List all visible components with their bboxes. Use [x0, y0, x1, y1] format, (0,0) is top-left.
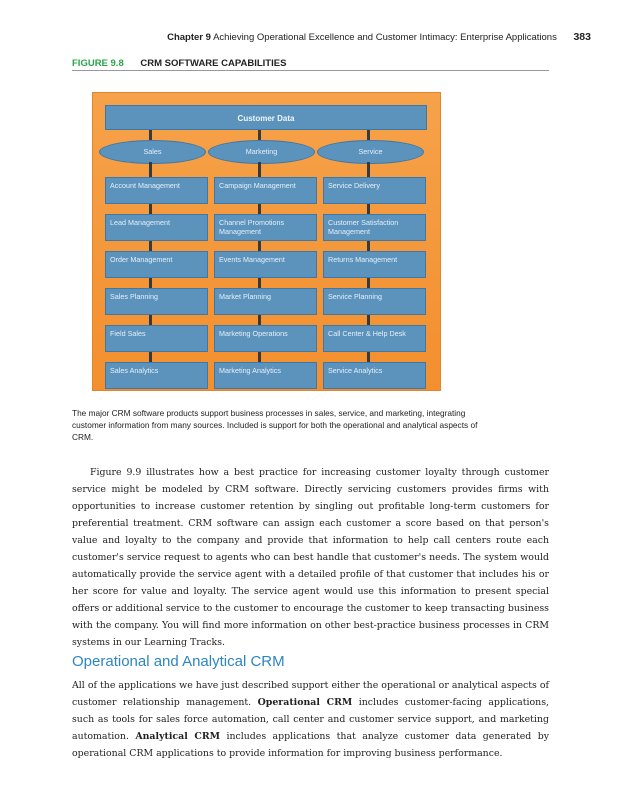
channel-promotions-management: Channel Promotions Management — [214, 214, 317, 241]
sales-lead-management: Lead Management — [105, 214, 208, 241]
figure-number: FIGURE 9.8 — [72, 58, 124, 69]
figure-caption: The major CRM software products support business processes in sales, service, and marketing, integrating customer information from many sources. Included is support for both the operational and analytical aspects of CRM. — [72, 408, 478, 442]
service-delivery: Service Delivery — [323, 177, 426, 204]
running-header — [0, 31, 591, 43]
connector — [258, 130, 261, 140]
sales-planning: Sales Planning — [105, 288, 208, 315]
returns-management: Returns Management — [323, 251, 426, 278]
connector — [258, 315, 261, 325]
call-center-help-desk: Call Center & Help Desk — [323, 325, 426, 352]
body-paragraph: Figure 9.9 illustrates how a best practice for increasing customer loyalty through customer service might be modeled by CRM software. Directly servicing customers provides firms with opportunities to increase customer retention by singling out profitable long-term customers for preferential treatment. CRM software can assign each customer a score based on that person's value and loyalty to the company and provide that information to help call centers route each customer's service request to agents who can best handle that customer's needs. The system would automatically provide the service agent with a detailed profile of that customer that includes his or her score for value and loyalty. The service agent would use this information to present special offers or additional service to the customer to encourage the customer to keep transacting business with the company. You will find more information on other best-practice business processes in CRM systems in our Learning Tracks. — [72, 467, 549, 648]
sales-order-management: Order Management — [105, 251, 208, 278]
connector — [149, 278, 152, 288]
connector — [149, 352, 152, 362]
section-heading: Operational and Analytical CRM — [72, 653, 285, 670]
paragraph-text: All of the applications we have just described support either the operational or analytical aspects of customer relationship management. — [72, 680, 549, 708]
crm-diagram — [92, 92, 441, 391]
sales-analytics: Sales Analytics — [105, 362, 208, 389]
column-marketing: Marketing — [208, 140, 315, 164]
connector — [258, 352, 261, 362]
campaign-management: Campaign Management — [214, 177, 317, 204]
chapter-label: Chapter 9 — [167, 32, 211, 43]
service-planning: Service Planning — [323, 288, 426, 315]
connector — [367, 315, 370, 325]
market-planning: Market Planning — [214, 288, 317, 315]
connector — [367, 204, 370, 214]
body-paragraph — [72, 677, 549, 762]
field-sales: Field Sales — [105, 325, 208, 352]
marketing-operations: Marketing Operations — [214, 325, 317, 352]
figure-title: CRM SOFTWARE CAPABILITIES — [140, 58, 287, 69]
column-service: Service — [317, 140, 424, 164]
customer-data-box: Customer Data — [105, 105, 427, 130]
key-term: Operational CRM — [257, 697, 353, 708]
connector — [149, 241, 152, 251]
connector — [367, 162, 370, 177]
column-sales: Sales — [99, 140, 206, 164]
connector — [258, 162, 261, 177]
paragraph-text: includes applications that analyze customer data generated by operational CRM applications to provide information for improving business performance. — [72, 731, 549, 759]
connector — [367, 278, 370, 288]
figure-label — [72, 58, 286, 69]
figure-rule — [72, 70, 549, 71]
connector — [149, 162, 152, 177]
key-term: Analytical CRM — [135, 731, 221, 742]
service-analytics: Service Analytics — [323, 362, 426, 389]
marketing-analytics: Marketing Analytics — [214, 362, 317, 389]
connector — [149, 204, 152, 214]
paragraph-text: includes customer-facing applications, such as tools for sales force automation, call center and customer service support, and marketing automation. — [72, 697, 549, 742]
page-number: 383 — [573, 31, 591, 43]
events-management: Events Management — [214, 251, 317, 278]
connector — [258, 241, 261, 251]
connector — [258, 204, 261, 214]
connector — [367, 352, 370, 362]
connector — [258, 278, 261, 288]
connector — [149, 130, 152, 140]
connector — [149, 315, 152, 325]
customer-satisfaction-management: Customer Satisfaction Management — [323, 214, 426, 241]
connector — [367, 130, 370, 140]
connector — [367, 241, 370, 251]
chapter-title: Achieving Operational Excellence and Customer Intimacy: Enterprise Applications — [213, 32, 557, 43]
sales-account-management: Account Management — [105, 177, 208, 204]
